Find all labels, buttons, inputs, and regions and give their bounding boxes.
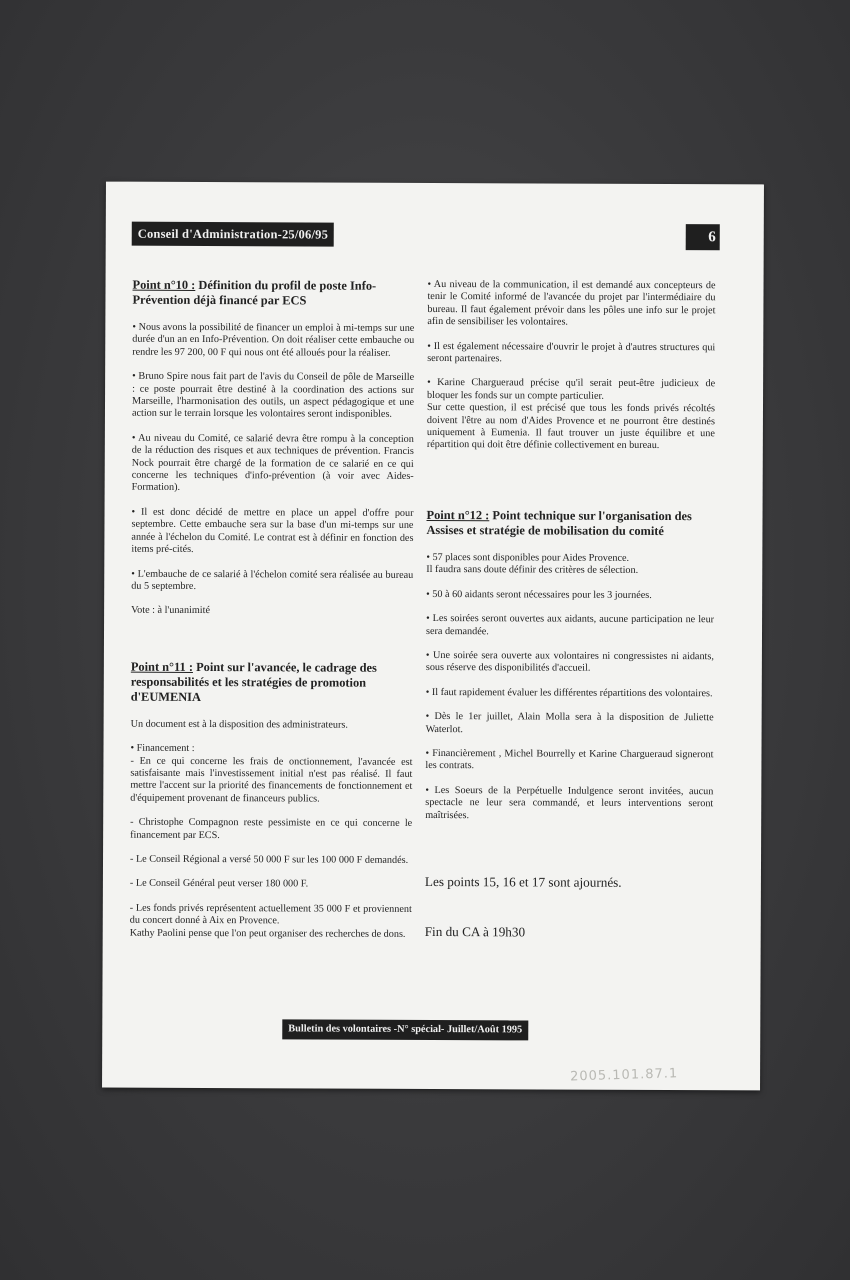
spacer — [425, 890, 713, 925]
adjourned-note: Les points 15, 16 et 17 sont ajournés. — [424, 873, 622, 890]
document-page — [102, 182, 764, 1091]
point12-title: Point technique sur l'organisation des Assises et stratégie de mobilisation du comité — [426, 508, 692, 538]
spacer — [131, 629, 413, 660]
point11-heading — [131, 659, 413, 705]
point10-paragraph: • Il est donc décidé de mettre en place un appel d'offre pour septembre. Cette embauche sera sur la base d'un mi-temps sur une année à l'échelon du Comité. Le contrat est à définir en fonction des items pré-cités. — [131, 506, 414, 556]
point10-vote: Vote : à l'unanimité — [131, 604, 211, 617]
point12-number: Point n°12 : — [426, 507, 490, 523]
point11-paragraph: - Christophe Compagnon reste pessimiste en ce qui concerne le financement par ECS. — [130, 816, 413, 841]
point10-paragraph: • Nous avons la possibilité de financer un emploi à mi-temps sur une durée d'un an en Info-Prévention. On doit réaliser cette embauche ou rendre les 97 200, 00 F qui nous ont été alloués pour la réaliser. — [132, 321, 415, 359]
point12-paragraph: • Dès le 1er juillet, Alain Molla sera à la disposition de Juliette Waterlot. — [425, 711, 714, 735]
right-paragraph: • Il est également nécessaire d'ouvrir le projet à d'autres structures qui seront partenaires. — [427, 340, 716, 365]
spacer — [427, 464, 715, 509]
point10-title: Définition du profil de poste Info-Prévention déjà financé par ECS — [132, 277, 377, 308]
point11-title: Point sur l'avancée, le cadrage des responsabilités et les stratégies de promotion d'EUMENIA — [130, 659, 377, 704]
point12-paragraph: • 57 places sont disponibles pour Aides Provence. — [426, 551, 630, 564]
point12-paragraph: • Financièrement , Michel Bourrelly et Karine Chargueraud signeront les contrats. — [425, 747, 714, 772]
right-paragraph: • Au niveau de la communication, il est demandé aux concepteurs de tenir le Comité informé de l'avancée du projet par l'intermédiaire du bureau. Il faut également prévoir dans les pôles une info sur le projet afin de sensibiliser les volontaires. — [427, 278, 716, 328]
point10-paragraph: • L'embauche de ce salarié à l'échelon comité sera réalisée au bureau du 5 septembre. — [131, 568, 414, 592]
point12-paragraph: • Les Soeurs de la Perpétuelle Indulgence seront invitées, aucun spectacle ne leur sera commandé, et leurs interventions seront maîtrisées. — [425, 784, 714, 821]
left-column — [130, 278, 415, 953]
point11-paragraph: Kathy Paolini pense que l'on peut organiser des recherches de dons. — [129, 927, 406, 940]
spacer — [425, 834, 713, 875]
point11-paragraph: - Le Conseil Régional a versé 50 000 F sur les 100 000 F demandés. — [129, 853, 409, 866]
point11-paragraph: - En ce qui concerne les frais de onctionnement, l'avancée est satisfaisante mais l'investissement initial n'est pas réalisé. Il faut mettre l'accent sur la priorité des financements de fonctionnement et d'équipement provenant de financeurs publics. — [130, 755, 413, 805]
point12-paragraph: • Une soirée sera ouverte aux volontaires ni congressistes ni aidants, sous réserve des disponibilités d'accueil. — [425, 649, 714, 674]
point10-paragraph: • Au niveau du Comité, ce salarié devra être rompu à la conception de la réduction des risques et aux techniques de prévention. Francis Nock pourrait être chargé de la formation de ce salarié en ce qui concerne les techniques d'info-prévention (à voir avec Aides-Formation). — [131, 432, 414, 494]
point10-number: Point n°10 : — [132, 277, 196, 292]
inventory-number: 2005.101.87.1 — [569, 1066, 679, 1085]
right-paragraph: Sur cette question, il est précisé que tous les fonds privés récoltés doivent l'être au nom d'Aides Provence et ne pourront être destinés uniquement à Eumenia. Il faut trouver un juste équilibre et une répartition qui doit être définie collectivement en bureau. — [426, 402, 716, 452]
point12-paragraph: Il faudra sans doute définir des critères de sélection. — [426, 564, 639, 577]
point11-number: Point n°11 : — [130, 659, 194, 674]
footer-bulletin: Bulletin des volontaires -N° spécial- Juillet/Août 1995 — [282, 1019, 528, 1040]
point12-paragraph: • 50 à 60 aidants seront nécessaires pour les 3 journées. — [426, 588, 652, 601]
right-paragraph: • Karine Chargueraud précise qu'il serait peut-être judicieux de bloquer les fonds sur un compte particulier. — [427, 377, 716, 402]
header-title: Conseil d'Administration-25/06/95 — [132, 222, 334, 247]
point11-paragraph: • Financement : — [130, 742, 195, 755]
page-number: 6 — [686, 224, 720, 250]
point12-paragraph: • Les soirées seront ouvertes aux aidants, aucune participation ne leur sera demandée. — [425, 613, 715, 637]
point10-heading — [132, 278, 414, 309]
point12-heading — [426, 508, 714, 539]
point11-paragraph: Un document est à la disposition des administrateurs. — [130, 718, 348, 731]
point11-paragraph: - Le Conseil Général peut verser 180 000 F. — [129, 878, 309, 890]
point11-paragraph: - Les fonds privés représentent actuellement 35 000 F et proviennent du concert donné à Aix en Provence. — [129, 902, 412, 927]
end-note: Fin du CA à 19h30 — [424, 923, 526, 940]
right-column — [425, 279, 716, 941]
point10-paragraph: • Bruno Spire nous fait part de l'avis du Conseil de pôle de Marseille : ce poste pourrait être destiné à la coordination des actions sur Marseille, l'harmonisation des outils, un aspect pédagogique et une action sur le terrain lorsque les volontaires seront indisponibles. — [131, 370, 415, 421]
point12-paragraph: • Il faut rapidement évaluer les différentes répartitions des volontaires. — [425, 686, 713, 699]
